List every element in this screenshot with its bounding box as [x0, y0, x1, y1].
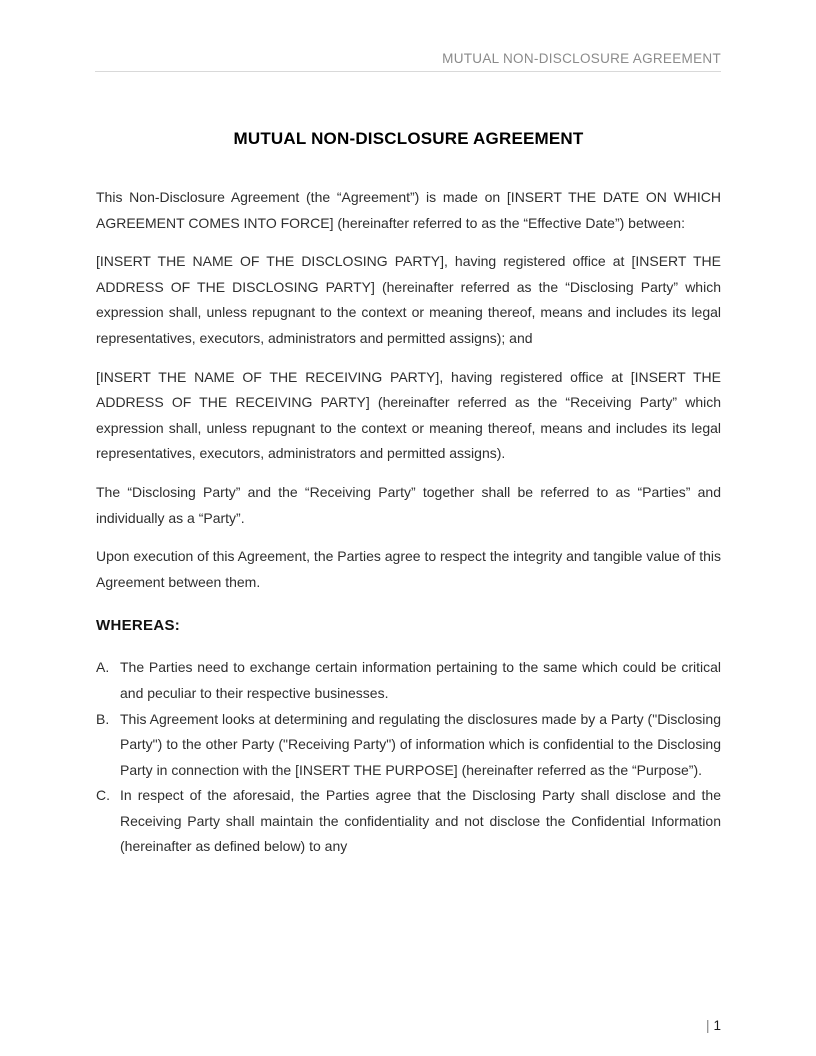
list-marker: C.: [96, 787, 110, 804]
list-item-text: This Agreement looks at determining and regulating the disclosures made by a Party ("Disclosing Party") to the other Party ("Receiving Party") of information which is confidential to the Disclosing Party in connection with the [INSERT THE PURPOSE] (hereinafter referred as the “Purpose”).: [120, 710, 721, 778]
whereas-item-c: [96, 783, 721, 860]
document-body: [96, 69, 721, 860]
page-footer: [706, 1018, 721, 1034]
list-marker: B.: [96, 710, 110, 727]
whereas-heading: WHEREAS:: [96, 617, 181, 635]
paragraph-parties-definition: The “Disclosing Party” and the “Receiving Party” together shall be referred to as “Parties” and individually as a “Party”.: [96, 483, 721, 526]
list-item-text: The Parties need to exchange certain information pertaining to the same which could be critical and peculiar to their respective businesses.: [120, 659, 721, 701]
whereas-item-b: [96, 707, 721, 784]
page-header: [95, 0, 721, 72]
whereas-item-a: [96, 655, 721, 706]
footer-separator: |: [705, 1018, 710, 1033]
running-header-title: MUTUAL NON-DISCLOSURE AGREEMENT: [442, 51, 721, 66]
list-marker: A.: [96, 659, 110, 676]
paragraph-receiving-party: [INSERT THE NAME OF THE RECEIVING PARTY], having registered office at [INSERT THE ADDRESS OF THE RECEIVING PARTY] (hereinafter referred as the “Receiving Party” which expression shall, unless repugnant to the context or meaning thereof, means and includes its legal representatives, executors, administrators and permitted assigns).: [96, 368, 721, 462]
paragraph-preamble: This Non-Disclosure Agreement (the “Agreement”) is made on [INSERT THE DATE ON WHICH AGREEMENT COMES INTO FORCE] (hereinafter referred to as the “Effective Date”) between:: [96, 189, 721, 231]
paragraph-execution: Upon execution of this Agreement, the Parties agree to respect the integrity and tangible value of this Agreement between them.: [96, 548, 721, 590]
document-title: MUTUAL NON-DISCLOSURE AGREEMENT: [233, 129, 584, 148]
list-item-text: In respect of the aforesaid, the Parties agree that the Disclosing Party shall disclose and the Receiving Party shall maintain the confidentiality and not disclose the Confidential Information (hereinafter as defined below) to any: [120, 787, 721, 855]
paragraph-disclosing-party: [INSERT THE NAME OF THE DISCLOSING PARTY], having registered office at [INSERT THE ADDRESS OF THE DISCLOSING PARTY] (hereinafter referred as the “Disclosing Party” which expression shall, unless repugnant to the context or meaning thereof, means and includes its legal representatives, executors, administrators and permitted assigns); and: [96, 253, 721, 346]
whereas-list: [96, 655, 721, 860]
page-number: 1: [713, 1018, 721, 1033]
